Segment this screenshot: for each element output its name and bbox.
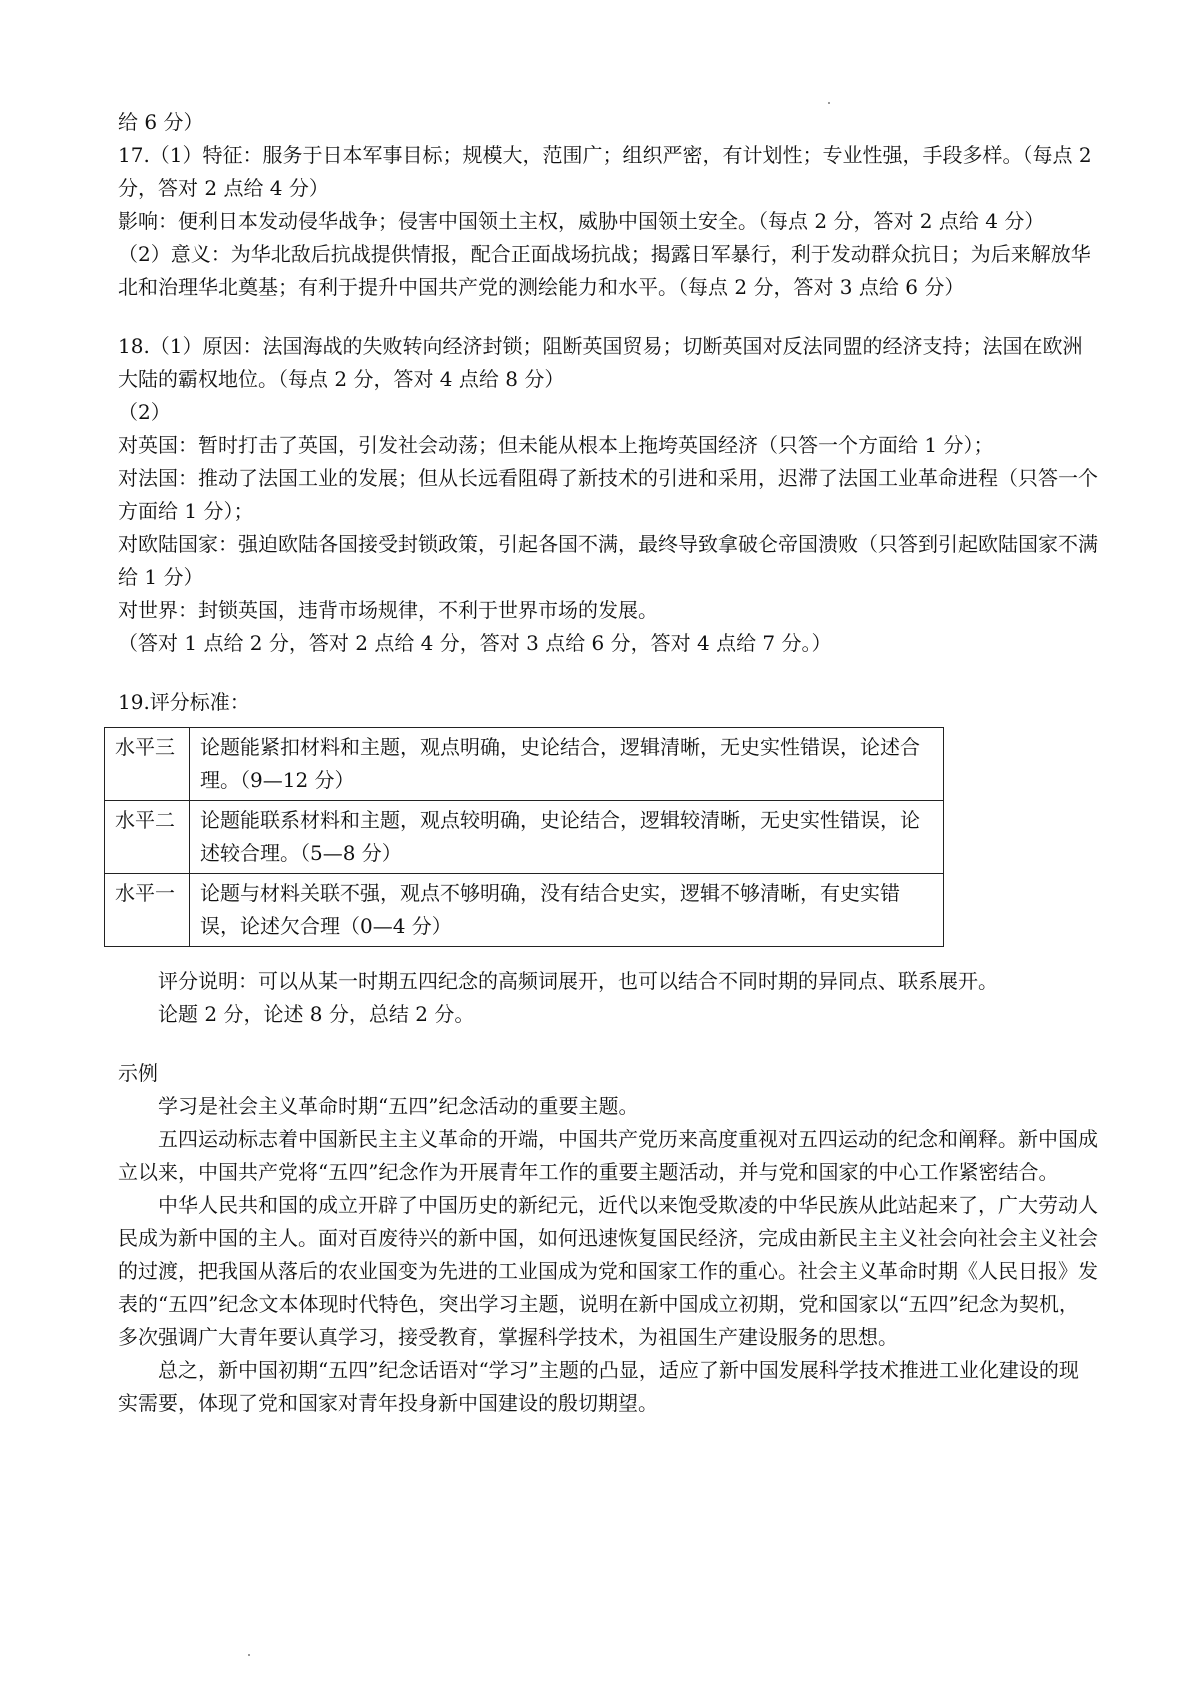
example-conclusion: 总之，新中国初期“五四”纪念话语对“学习”主题的凸显，适应了新中国发展科学技术推进工业化建设的现实需要，体现了党和国家对青年投身新中国建设的殷切期望。 <box>118 1358 1079 1415</box>
table-row <box>105 728 944 801</box>
q17-part2-significance: （2）意义：为华北敌后抗战提供情报，配合正面战场抗战；揭露日军暴行，利于发动群众抗日；为后来解放华北和治理华北奠基；有利于提升中国共产党的测绘能力和水平。（每点 2 分，答对 3 点给 6 分） <box>118 242 1091 299</box>
q18-europe: 对欧陆国家：强迫欧陆各国接受封锁政策，引起各国不满，最终导致拿破仑帝国溃败（只答到引起欧陆国家不满给 1 分） <box>118 532 1098 589</box>
example-thesis: 学习是社会主义革命时期“五四”纪念活动的重要主题。 <box>158 1094 639 1118</box>
q17-part1-impact: 影响：便利日本发动侵华战争；侵害中国领土主权，威胁中国领土安全。（每点 2 分，答对 2 点给 4 分） <box>118 209 1045 233</box>
q18-world: 对世界：封锁英国，违背市场规律，不利于世界市场的发展。 <box>118 598 658 622</box>
rubric-level: 水平三 <box>105 728 190 801</box>
score-breakdown: 论题 2 分，论述 8 分，总结 2 分。 <box>158 1002 475 1026</box>
q18-britain: 对英国：暂时打击了英国，引发社会动荡；但未能从根本上拖垮英国经济（只答一个方面给 1 分）； <box>118 433 994 457</box>
example-paragraph: 中华人民共和国的成立开辟了中国历史的新纪元，近代以来饱受欺凌的中华民族从此站起来了，广大劳动人民成为新中国的主人。面对百废待兴的新中国，如何迅速恢复国民经济，完成由新民主主义社会向社会主义社会的过渡，把我国从落后的农业国变为先进的工业国成为党和国家工作的重心。社会主义革命时期《人民日报》发表的“五四”纪念文本体现时代特色，突出学习主题，说明在新中国成立初期，党和国家以“五四”纪念为契机，多次强调广大青年要认真学习，接受教育，掌握科学技术，为祖国生产建设服务的思想。 <box>118 1193 1098 1349</box>
rubric-description: 论题能紧扣材料和主题，观点明确，史论结合，逻辑清晰，无史实性错误，论述合理。（9—12 分） <box>190 728 944 801</box>
scoring-note: 评分说明：可以从某一时期五四纪念的高频词展开，也可以结合不同时期的异同点、联系展开。 <box>158 969 998 993</box>
example-essay <box>118 1057 1098 1420</box>
rubric-level: 水平一 <box>105 874 190 947</box>
answer-content <box>115 106 1098 1420</box>
table-row <box>105 874 944 947</box>
table-row <box>105 801 944 874</box>
rubric-level: 水平二 <box>105 801 190 874</box>
q18-scoring: （答对 1 点给 2 分，答对 2 点给 4 分，答对 3 点给 6 分，答对 4 点给 7 分。） <box>118 631 832 655</box>
example-paragraph: 五四运动标志着中国新民主主义革命的开端，中国共产党历来高度重视对五四运动的纪念和阐释。新中国成立以来，中国共产党将“五四”纪念作为开展青年工作的重要主题活动，并与党和国家的中心工作紧密结合。 <box>118 1127 1098 1184</box>
q18-part1-reasons: 18.（1）原因：法国海战的失败转向经济封锁；阻断英国贸易；切断英国对反法同盟的经济支持；法国在欧洲大陆的霸权地位。（每点 2 分，答对 4 点给 8 分） <box>118 334 1083 391</box>
q17-answer <box>118 139 1098 304</box>
rubric-description: 论题能联系材料和主题，观点较明确，史论结合，逻辑较清晰，无史实性错误，论述较合理。（5—8 分） <box>190 801 944 874</box>
q19-title: 19.评分标准： <box>118 690 250 714</box>
q18-france: 对法国：推动了法国工业的发展；但从长远看阻碍了新技术的引进和采用，迟滞了法国工业革命进程（只答一个方面给 1 分）； <box>118 466 1098 523</box>
q18-answer <box>118 330 1098 660</box>
scan-speck <box>828 102 830 104</box>
rubric-description: 论题与材料关联不强，观点不够明确，没有结合史实，逻辑不够清晰，有史实错误，论述欠合理（0—4 分） <box>190 874 944 947</box>
q17-part1-features: 17.（1）特征：服务于日本军事目标；规模大，范围广；组织严密，有计划性；专业性强，手段多样。（每点 2 分，答对 2 点给 4 分） <box>118 143 1092 200</box>
q16-tail: 给 6 分） <box>118 110 204 134</box>
example-label: 示例 <box>118 1061 158 1085</box>
scoring-notes <box>118 965 1098 1031</box>
q18-part2-label: （2） <box>118 400 171 424</box>
rubric-table <box>104 727 944 947</box>
q19-answer <box>115 686 1098 1420</box>
scan-speck <box>248 1654 250 1656</box>
